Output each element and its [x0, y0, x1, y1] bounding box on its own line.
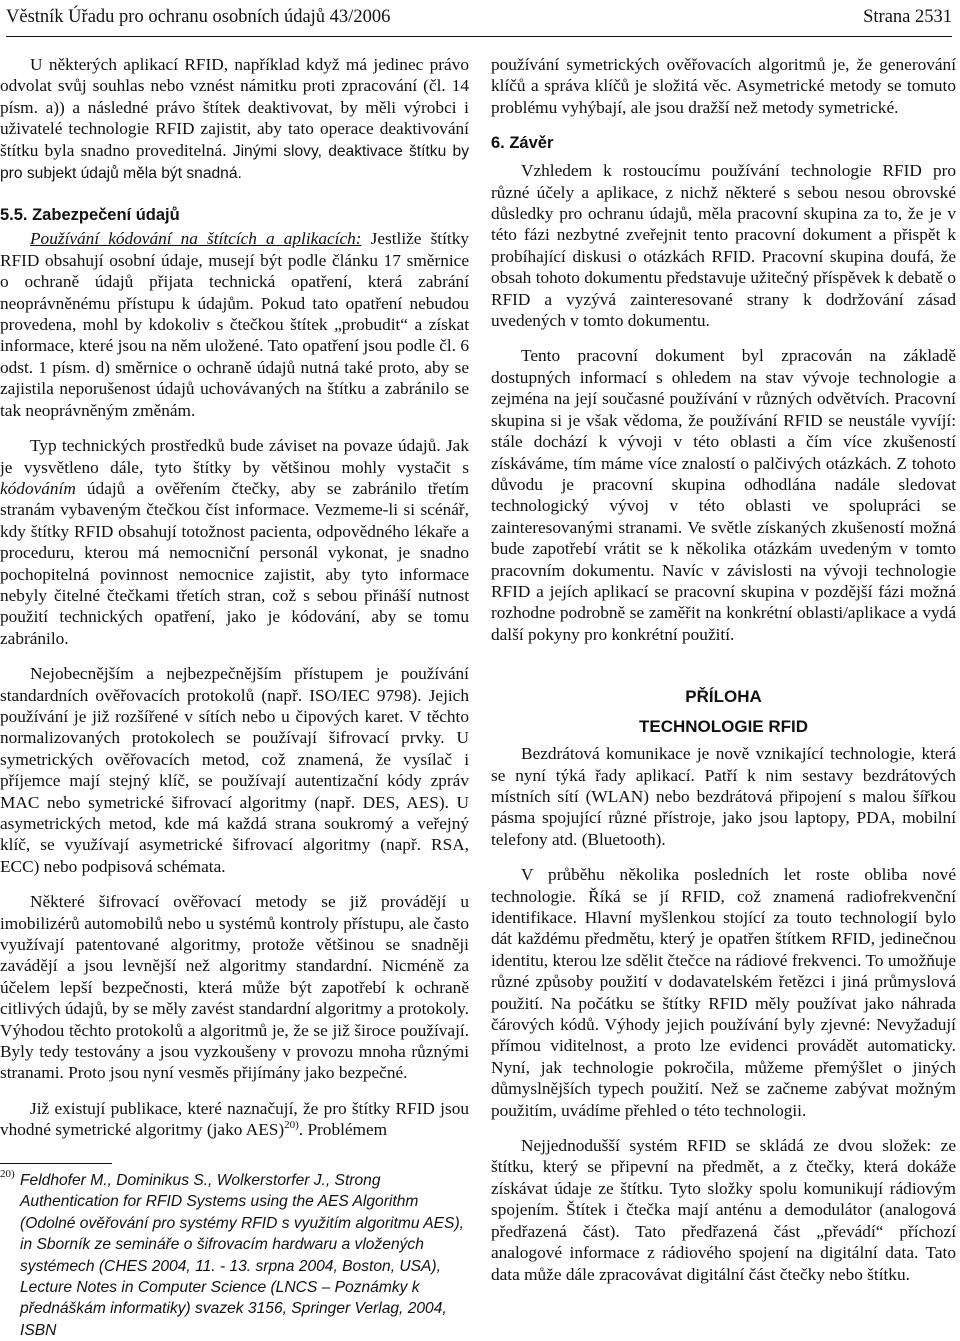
- page-number: Strana 2531: [863, 7, 952, 27]
- paragraph-text: Jestliže štítky RFID obsahují osobní údaje, musejí být podle článku 17 směrnice o ochraně údajů přijata technická opatření, která zabrání neoprávněnému přístupu k údajům. Pokud tato opatření nebudou provedena, mohl by kdokoliv s čtečkou štítek „probudit“ a získat informace, které jsou na něm uložené. Tato opatření jsou podle čl. 6 odst. 1 písm. d) směrnice o ochraně údajů nutná také proto, aby se zajistila neporušenost údajů uchovávaných na štítku a zabránilo se tak neoprávněným změnám.: [0, 229, 469, 420]
- paragraph: Nejjednodušší systém RFID se skládá ze dvou složek: ze štítku, který se připevní na předmět, a z čtečky, která dokáže získávat údaje ze štítku. Tyto složky spolu komunikují rádiovým spojením. Štítek i čtečka mají anténu a demodulátor (analogová předřazená část). Tato předřazená část „převádí“ příchozí analogové informace z rádiového spojení na digitální data. Tato data může dále zpracovávat digitální část čtečky nebo štítku.: [491, 1136, 956, 1284]
- section-heading: 6. Závěr: [491, 134, 554, 153]
- paragraph-text: . Problémem: [298, 1120, 388, 1140]
- paragraph: Tento pracovní dokument byl zpracován na základě dostupných informací s ohledem na stav vývoje technologie a zejména na její současné používání v různých odvětvích. Pracovní skupina si je však vědoma, že používání RFID se neustále vyvíjí: stále dochází k vývoji v této oblasti a čím více zkušeností získáváme, tím máme více znalostí o palčivých otázkách. Z tohoto důvodu je pracovní skupina odhodlána nadále sledovat technologický vývoj v této oblasti ve spolupráci se zainteresovanými stranami. Ve světle získaných zkušeností možná bude zapotřebí vrátit se k několika otázkám uvedeným v tomto pracovním dokumentu. Navíc v závislosti na vývoji technologie RFID a jejích aplikací se pracovní skupina v pozdější fázi možná rozhodne podrobně se zaměřit na konkrétní oblasti/aplikace a vydá další pokyny pro konkrétní použití.: [491, 346, 956, 644]
- annex-subtitle: TECHNOLOGIE RFID: [638, 717, 809, 737]
- paragraph: Nejobecnějším a nejbezpečnějším přístupem je používání standardních ověřovacích protokolů (např. ISO/IEC 9798). Jejich používání je již rozšířené v sítích nebo u čipových karet. V těchto normalizovaných protokolech se používají šifrovací prvky. U symetrických ověřovacích metod, což znamená, že vysílač i příjemce mají stejný klíč, se používají autentizační kódy zpráv MAC nebo symetrické šifrovací algoritmy (např. DES, AES). U asymetrických metod, kde má každá strana soukromý a veřejný klíč, se využívají asymetrické šifrovací algoritmy (např. RSA, ECC) nebo podpisová schémata.: [0, 664, 469, 876]
- page-header: [6, 2, 952, 36]
- paragraph-lead: Používání kódování na štítcích a aplikacích:: [30, 229, 362, 249]
- paragraph: V průběhu několika posledních let roste obliba nové technologie. Říká se jí RFID, což znamená radiofrekvenční identifikace. Hlavní myšlenkou stojící za touto technologií bylo dát každému předmětu, který je opatřen štítkem RFID, jedinečnou identitu, kterou lze sdělit čtečce na rádiové frekvenci. To umožňuje různé způsoby použití v dodavatelském řetězci i jiná průmyslová použití. Na počátku se štítky RFID měly používat jako náhrada čárových kódů. Výhody jejich používání byly zjevné: Nevyžadují přímou viditelnost, a proto lze evidenci provádět automaticky. Nyní, jak technologie pokročila, můžeme přemýšlet o jiných důmyslnějších typech použití. Než se začneme zabývat možným použitím, uvádíme přehled o této technologii.: [491, 865, 956, 1120]
- paragraph: Některé šifrovací ověřovací metody se již provádějí u imobilizérů automobilů nebo u systémů kontroly přístupu, ale často využívají patentované algoritmy, protože většinou se snadněji zavádějí a jsou levnější než algoritmy standardní. Nicméně za účelem lepší bezpečnosti, která může být zapotřebí k ochraně citlivých údajů, by se měly zavést standardní algoritmy a protokoly. Výhodou těchto protokolů a algoritmů je, že se již široce používají. Byly tedy testovány a jsou vyzkoušeny v provozu mnoha různými stranami. Proto jsou nyní vesměs přijímány jako bezpečné.: [0, 892, 469, 1083]
- paragraph-text: Již existují publikace, které naznačují, že pro štítky RFID jsou vhodné symetrické algoritmy (jako AES): [0, 1098, 469, 1140]
- emphasis: kódováním: [0, 478, 76, 498]
- annex-title: PŘÍLOHA: [685, 687, 762, 707]
- journal-title: Věstník Úřadu pro ochranu osobních údajů 43/2006: [6, 7, 391, 27]
- paragraph-text: U některých aplikací RFID, například když má jedinec právo odvolat svůj souhlas nebo vznést námitku proti zpracování (čl. 14 písm. a)) a následné právo štítek deaktivovat, by měli výrobci i uživatelé technologie RFID zajistit, aby tato operace deaktivování štítku byla snadno proveditelná.: [0, 55, 469, 160]
- left-column: [0, 54, 469, 1141]
- header-rule: [6, 36, 952, 37]
- paragraph: [0, 54, 469, 184]
- footnote-rule: [0, 1163, 112, 1164]
- paragraph-text: údajů a ověřením čtečky, aby se zabránilo třetím stranám vybaveným čtečkou číst informace. Vezmeme-li si scénář, kdy štítky RFID obsahují totožnost pacienta, odpovědného lékaře a proceduru, kterou má nemocniční personál vykonat, je snadno pochopitelná povinnost nemocnice zajistit, aby tyto informace nebyly čitelné čtečkami třetích stran, což s sebou přináší nutnost použití technických opatření, jako je kódování, aby se tomu zabránilo.: [0, 478, 469, 648]
- footnote: [0, 1170, 469, 1341]
- paragraph: [0, 1098, 469, 1141]
- footnote-number: 20): [0, 1168, 15, 1180]
- paragraph: používání symetrických ověřovacích algoritmů je, že generování klíčů a správa klíčů je složitá věc. Asymetrické metody se tomuto problému vyhýbají, ale jsou dražší než metody symetrické.: [491, 55, 956, 117]
- paragraph: [0, 435, 469, 649]
- paragraph-text-sans: Jinými slovy, deaktivace štítku by pro subjekt údajů měla být snadná.: [0, 142, 469, 183]
- paragraph-text: Typ technických prostředků bude záviset na povaze údajů. Jak je vysvětleno dále, tyto štítky by většinou mohly vystačit s: [0, 436, 469, 477]
- paragraph: Bezdrátová komunikace je nově vznikající technologie, která se nyní týká řady aplikací. Patří k nim sestavy bezdrátových místních sítí (WLAN) nebo bezdrátová připojení s malou šířkou pásma spojující různé přístroje, jako jsou laptopy, PDA, mobilní telefony atd. (Bluetooth).: [491, 744, 956, 849]
- paragraph: Vzhledem k rostoucímu používání technologie RFID pro různé účely a aplikace, z nichž některé s sebou nesou obrovské důsledky pro ochranu údajů, měla pracovní skupina za to, že je v této fázi nezbytné zveřejnit tento pracovní dokument a přispět k probíhající diskusi o otázkách RFID. Pracovní skupina doufá, že obsah tohoto dokumentu představuje užitečný příspěvek k debatě o RFID a vyzývá zainteresované strany k dodržování zásad uvedených v tomto dokumentu.: [491, 161, 956, 331]
- footnote-ref[interactable]: 20): [284, 1119, 299, 1132]
- footnote-text: Feldhofer M., Dominikus S., Wolkerstorfer J., Strong Authentication for RFID Systems using the AES Algorithm (Odolné ověřování pro systémy RFID s využitím algoritmu AES), in Sborník ze semináře o šifrovacím hardwaru a vložených systémech (CHES 2004, 11. - 13. srpna 2004, Boston, USA), Lecture Notes in Computer Science (LNCS – Poznámky k přednáškám informatiky) svazek 3156, Springer Verlag, 2004, ISBN: [20, 1172, 464, 1339]
- section-heading: 5.5. Zabezpečení údajů: [0, 206, 180, 225]
- paragraph: [0, 228, 469, 421]
- right-column: [491, 54, 956, 1285]
